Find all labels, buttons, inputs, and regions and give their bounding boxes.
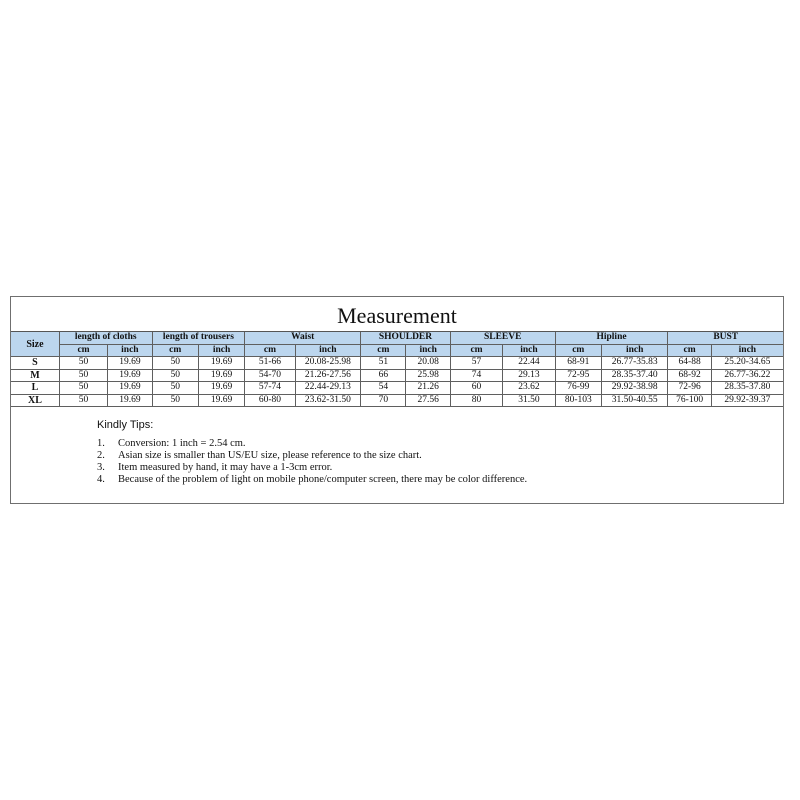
size-label: XL bbox=[11, 394, 59, 407]
table-cell: 54 bbox=[361, 382, 406, 395]
tip-number: 2. bbox=[97, 450, 105, 461]
table-cell: 25.98 bbox=[406, 369, 450, 382]
tip-item bbox=[97, 462, 598, 474]
unit-header-cm: cm bbox=[59, 344, 107, 357]
unit-header-cm: cm bbox=[555, 344, 601, 357]
tip-number: 4. bbox=[97, 474, 105, 485]
table-cell: 50 bbox=[152, 369, 198, 382]
table-cell: 22.44 bbox=[503, 357, 555, 370]
table-cell: 76-99 bbox=[555, 382, 601, 395]
table-cell: 19.69 bbox=[108, 369, 152, 382]
unit-header-inch: inch bbox=[108, 344, 152, 357]
table-header bbox=[11, 332, 783, 357]
unit-header-cm: cm bbox=[450, 344, 502, 357]
table-cell: 60 bbox=[450, 382, 502, 395]
kindly-tips bbox=[97, 419, 598, 486]
table-cell: 60-80 bbox=[245, 394, 295, 407]
table-cell: 70 bbox=[361, 394, 406, 407]
table-row bbox=[11, 394, 783, 407]
table-cell: 76-100 bbox=[668, 394, 711, 407]
table-cell: 72-95 bbox=[555, 369, 601, 382]
table-cell: 26.77-35.83 bbox=[601, 357, 668, 370]
table-cell: 19.69 bbox=[198, 357, 244, 370]
table-cell: 22.44-29.13 bbox=[295, 382, 361, 395]
table-cell: 54-70 bbox=[245, 369, 295, 382]
table-cell: 66 bbox=[361, 369, 406, 382]
table-cell: 57-74 bbox=[245, 382, 295, 395]
table-cell: 28.35-37.40 bbox=[601, 369, 668, 382]
unit-header-cm: cm bbox=[245, 344, 295, 357]
table-cell: 21.26 bbox=[406, 382, 450, 395]
table-cell: 50 bbox=[59, 369, 107, 382]
unit-header-inch: inch bbox=[295, 344, 361, 357]
table-cell: 19.69 bbox=[198, 382, 244, 395]
table-cell: 51 bbox=[361, 357, 406, 370]
table-cell: 50 bbox=[59, 357, 107, 370]
table-cell: 57 bbox=[450, 357, 502, 370]
unit-header-cm: cm bbox=[668, 344, 711, 357]
table-cell: 21.26-27.56 bbox=[295, 369, 361, 382]
size-label: S bbox=[11, 357, 59, 370]
group-header-cloths: length of cloths bbox=[59, 332, 152, 344]
unit-header-inch: inch bbox=[198, 344, 244, 357]
table-cell: 50 bbox=[152, 382, 198, 395]
table-body bbox=[11, 357, 783, 407]
table-cell: 23.62-31.50 bbox=[295, 394, 361, 407]
table-row bbox=[11, 369, 783, 382]
group-header-bust: BUST bbox=[668, 332, 783, 344]
table-cell: 50 bbox=[152, 357, 198, 370]
table-cell: 80-103 bbox=[555, 394, 601, 407]
tips-title: Kindly Tips: bbox=[97, 419, 154, 431]
table-cell: 64-88 bbox=[668, 357, 711, 370]
tip-item bbox=[97, 450, 598, 462]
measurement-chart bbox=[10, 296, 784, 504]
unit-header-inch: inch bbox=[406, 344, 450, 357]
size-label: L bbox=[11, 382, 59, 395]
table-cell: 74 bbox=[450, 369, 502, 382]
table-row bbox=[11, 357, 783, 370]
unit-header-inch: inch bbox=[601, 344, 668, 357]
unit-header-cm: cm bbox=[361, 344, 406, 357]
chart-title: Measurement bbox=[11, 297, 783, 332]
table-cell: 29.92-38.98 bbox=[601, 382, 668, 395]
table-cell: 50 bbox=[59, 394, 107, 407]
table-cell: 19.69 bbox=[108, 394, 152, 407]
table-cell: 29.92-39.37 bbox=[711, 394, 783, 407]
table-cell: 80 bbox=[450, 394, 502, 407]
table-cell: 29.13 bbox=[503, 369, 555, 382]
size-table bbox=[11, 332, 783, 407]
table-row bbox=[11, 382, 783, 395]
group-header-trousers: length of trousers bbox=[152, 332, 245, 344]
tip-text: Conversion: 1 inch = 2.54 cm. bbox=[118, 438, 246, 449]
table-cell: 31.50-40.55 bbox=[601, 394, 668, 407]
table-cell: 20.08-25.98 bbox=[295, 357, 361, 370]
table-cell: 72-96 bbox=[668, 382, 711, 395]
table-cell: 51-66 bbox=[245, 357, 295, 370]
group-header-waist: Waist bbox=[245, 332, 361, 344]
table-cell: 23.62 bbox=[503, 382, 555, 395]
group-header-hipline: Hipline bbox=[555, 332, 668, 344]
table-cell: 20.08 bbox=[406, 357, 450, 370]
tip-text: Because of the problem of light on mobile phone/computer screen, there may be color difference. bbox=[118, 474, 528, 485]
size-label: M bbox=[11, 369, 59, 382]
table-cell: 68-92 bbox=[668, 369, 711, 382]
tip-number: 3. bbox=[97, 462, 105, 473]
unit-header-inch: inch bbox=[711, 344, 783, 357]
tip-text: Asian size is smaller than US/EU size, please reference to the size chart. bbox=[118, 450, 422, 461]
table-cell: 25.20-34.65 bbox=[711, 357, 783, 370]
table-cell: 31.50 bbox=[503, 394, 555, 407]
table-cell: 19.69 bbox=[108, 357, 152, 370]
table-cell: 19.69 bbox=[198, 369, 244, 382]
tip-text: Item measured by hand, it may have a 1-3cm error. bbox=[118, 462, 333, 473]
table-cell: 27.56 bbox=[406, 394, 450, 407]
table-cell: 68-91 bbox=[555, 357, 601, 370]
unit-header-inch: inch bbox=[503, 344, 555, 357]
unit-header-cm: cm bbox=[152, 344, 198, 357]
table-cell: 50 bbox=[152, 394, 198, 407]
table-cell: 19.69 bbox=[108, 382, 152, 395]
tip-item bbox=[97, 438, 598, 450]
table-cell: 28.35-37.80 bbox=[711, 382, 783, 395]
size-column-header: Size bbox=[11, 332, 59, 357]
group-header-sleeve: SLEEVE bbox=[450, 332, 555, 344]
table-cell: 19.69 bbox=[198, 394, 244, 407]
table-cell: 26.77-36.22 bbox=[711, 369, 783, 382]
tip-item bbox=[97, 474, 598, 486]
tip-number: 1. bbox=[97, 438, 105, 449]
group-header-shoulder: SHOULDER bbox=[361, 332, 451, 344]
table-cell: 50 bbox=[59, 382, 107, 395]
